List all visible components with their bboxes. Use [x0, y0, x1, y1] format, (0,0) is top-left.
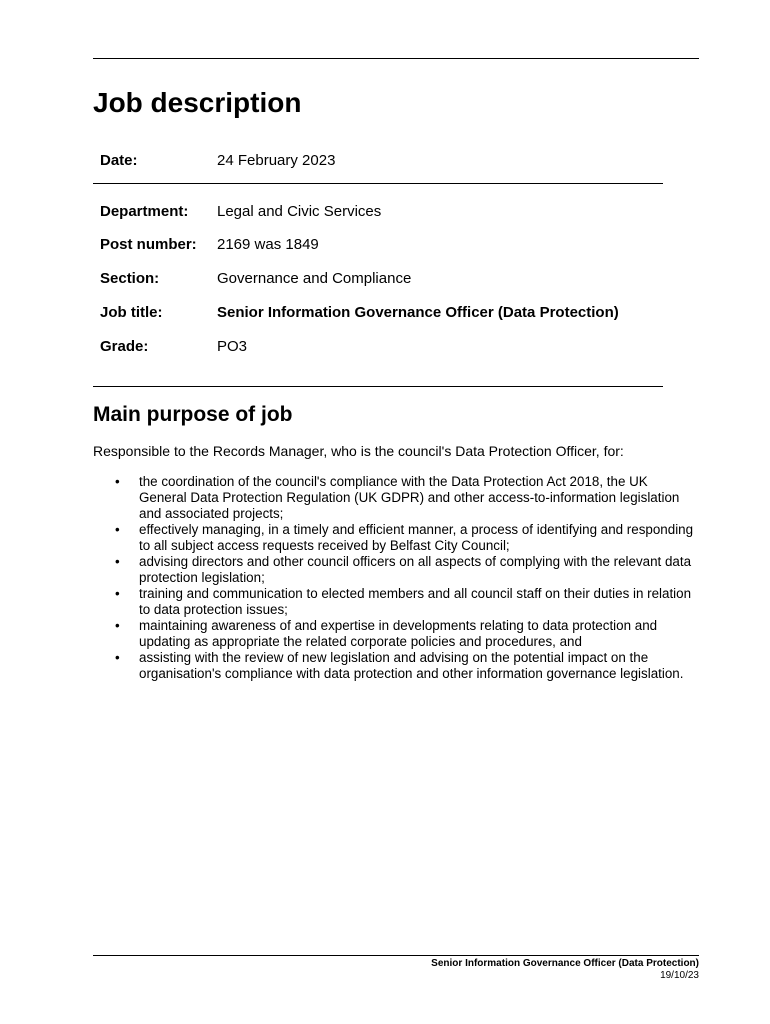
field-label: Section: — [100, 270, 160, 287]
list-item — [93, 650, 699, 682]
list-item-text: assisting with the review of new legislation and advising on the potential impact on the organisation's compliance with data protection and other information governance legislation. — [139, 650, 684, 681]
field-label: Grade: — [100, 338, 149, 355]
bullet-icon: • — [115, 554, 120, 569]
page-footer — [431, 958, 699, 982]
field-value: 2169 was 1849 — [217, 236, 319, 253]
list-item-text: advising directors and other council officers on all aspects of complying with the relevant data protection legislation; — [139, 554, 692, 585]
duties-list — [93, 474, 699, 682]
purpose-intro: Responsible to the Records Manager, who is the council's Data Protection Officer, for: — [93, 443, 624, 459]
bullet-icon: • — [115, 650, 120, 665]
footer-title: Senior Information Governance Officer (Data Protection) — [431, 958, 699, 969]
footer-date: 19/10/23 — [660, 970, 699, 981]
field-label: Job title: — [100, 304, 163, 321]
section-divider — [93, 183, 663, 184]
list-item-text: the coordination of the council's compliance with the Data Protection Act 2018, the UK General Data Protection Regulation (UK GDPR) and other access-to-information legislation and associated projects; — [139, 474, 680, 521]
list-item — [93, 474, 699, 522]
list-item — [93, 586, 699, 618]
section-heading-purpose: Main purpose of job — [93, 403, 293, 426]
bullet-icon: • — [115, 474, 120, 489]
field-value: Legal and Civic Services — [217, 203, 382, 220]
list-item-text: training and communication to elected members and all council staff on their duties in relation to data protection issues; — [139, 586, 692, 617]
field-label: Post number: — [100, 236, 197, 253]
list-item — [93, 618, 699, 650]
top-divider — [93, 58, 699, 59]
field-label: Department: — [100, 203, 189, 220]
list-item — [93, 522, 699, 554]
page-title: Job description — [93, 87, 302, 118]
field-value: 24 February 2023 — [217, 152, 336, 169]
list-item-text: effectively managing, in a timely and efficient manner, a process of identifying and responding to all subject access requests received by Belfast City Council; — [139, 522, 694, 553]
field-value: PO3 — [217, 338, 248, 355]
field-label: Date: — [100, 152, 138, 169]
bullet-icon: • — [115, 586, 120, 601]
field-value: Governance and Compliance — [217, 270, 412, 287]
bullet-icon: • — [115, 618, 120, 633]
field-value: Senior Information Governance Officer (Data Protection) — [217, 304, 619, 321]
list-item — [93, 554, 699, 586]
list-item-text: maintaining awareness of and expertise in developments relating to data protection and updating as appropriate the related corporate policies and procedures, and — [139, 618, 658, 649]
bullet-icon: • — [115, 522, 120, 537]
footer-divider — [93, 955, 699, 956]
section-divider — [93, 386, 663, 387]
